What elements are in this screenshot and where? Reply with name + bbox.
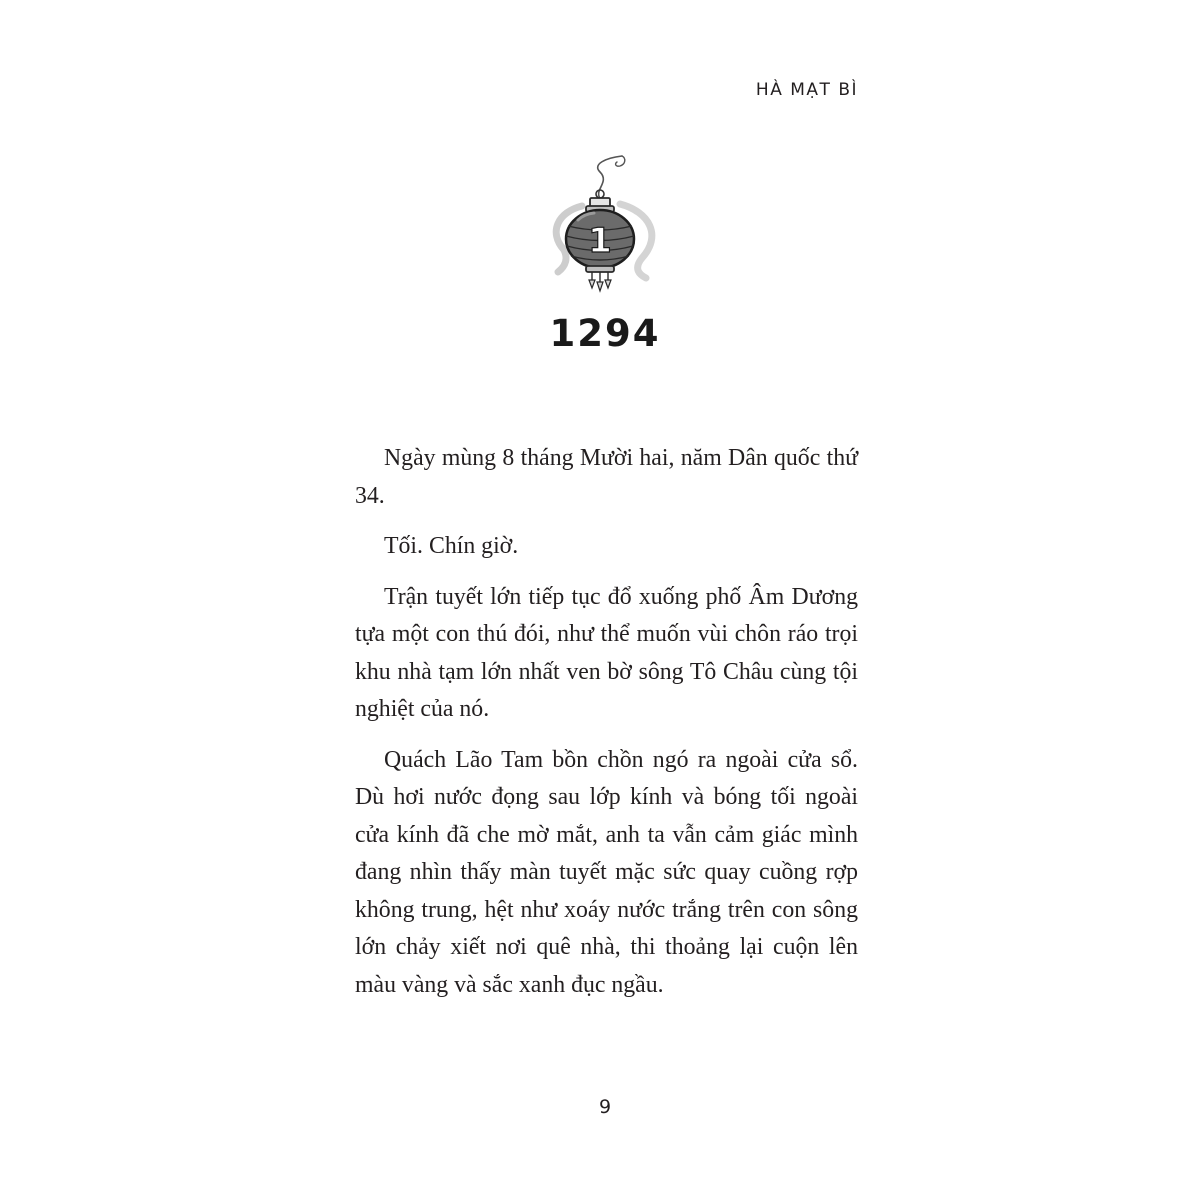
- body-paragraph: Quách Lão Tam bồn chồn ngó ra ngoài cửa sổ. Dù hơi nước đọng sau lớp kính và bóng tối ngoài cửa kính đã che mờ mắt, anh ta vẫn cảm giác mình đang nhìn thấy màn tuyết mặc sức quay cuồng rợp không trung, hệt như xoáy nước trắng trên con sông lớn chảy xiết nơi quê nhà, thi thoảng lại cuộn lên màu vàng và sắc xanh đục ngầu.: [355, 746, 858, 998]
- paper-lantern-icon: [538, 148, 662, 298]
- page-number: 9: [598, 1096, 612, 1118]
- body-paragraph: Tối. Chín giờ.: [384, 533, 519, 559]
- chapter-title: 1294: [549, 312, 661, 355]
- chapter-number: 1: [588, 221, 612, 261]
- body-paragraph: Trận tuyết lớn tiếp tục đổ xuống phố Âm Dương tựa một con thú đói, như thể muốn vùi chôn ráo trọi khu nhà tạm lớn nhất ven bờ sông Tô Châu cùng tội nghiệt của nó.: [355, 583, 858, 722]
- chapter-body: [355, 440, 858, 1017]
- running-header-author: HÀ MẠT BÌ: [755, 80, 858, 100]
- chapter-emblem: [538, 148, 662, 298]
- body-paragraph: Ngày mùng 8 tháng Mười hai, năm Dân quốc thứ 34.: [355, 445, 858, 509]
